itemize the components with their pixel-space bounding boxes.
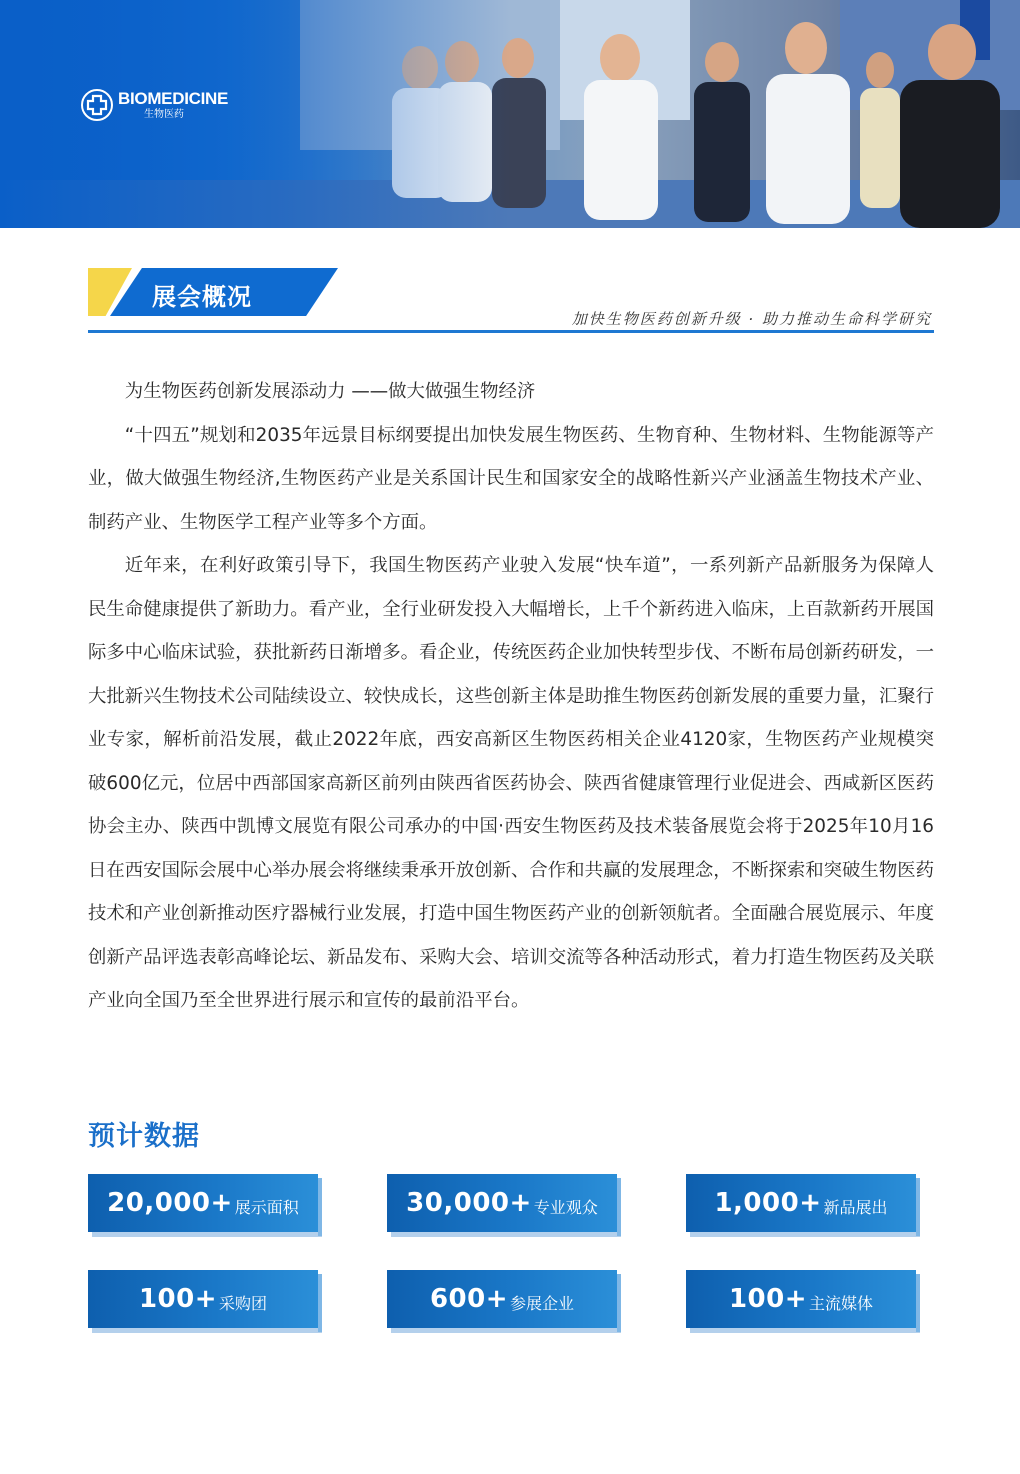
section-header bbox=[88, 268, 934, 336]
stat-card bbox=[686, 1174, 916, 1232]
stat-value: 30,000+ bbox=[406, 1188, 532, 1218]
stat-label: 采购团 bbox=[219, 1293, 268, 1313]
brand-name-cn: 生物医药 bbox=[144, 109, 184, 120]
section-slogan: 加快生物医药创新升级 · 助力推动生命科学研究 bbox=[571, 310, 932, 328]
paragraph: 近年来，在利好政策引导下，我国生物医药产业驶入发展“快车道”，一系列新产品新服务为保障人民生命健康提供了新助力。看产业，全行业研发投入大幅增长，上千个新药进入临床，上百款新药开展国际多中心临床试验，获批新药日渐增多。看企业，传统医药企业加快转型步伐、不断布局创新药研发，一大批新兴生物技术公司陆续设立、较快成长，这些创新主体是助推生物医药创新发展的重要力量，汇聚行业专家，解析前沿发展，截止2022年底，西安高新区生物医药相关企业4120家，生物医药产业规模突破600亿元，位居中西部国家高新区前列由陕西省医药协会、陕西省健康管理行业促进会、西咸新区医药协会主办、陕西中凯博文展览有限公司承办的中国·西安生物医药及技术装备展览会将于2025年10月16日在西安国际会展中心举办展会将继续秉承开放创新、合作和共赢的发展理念，不断探索和突破生物医药技术和产业创新推动医疗器械行业发展，打造中国生物医药产业的创新领航者。全面融合展览展示、年度创新产品评选表彰高峰论坛、新品发布、采购大会、培训交流等各种活动形式，着力打造生物医药及关联产业向全国乃至全世界进行展示和宣传的最前沿平台。 bbox=[88, 555, 934, 1011]
overview-text bbox=[88, 370, 934, 1023]
stat-value: 20,000+ bbox=[107, 1188, 233, 1218]
stat-value: 1,000+ bbox=[714, 1188, 822, 1218]
brand-logo bbox=[80, 88, 228, 122]
paragraph: “十四五”规划和2035年远景目标纲要提出加快发展生物医药、生物育种、生物材料、生物能源等产业，做大做强生物经济,生物医药产业是关系国计民生和国家安全的战略性新兴产业涵盖生物技术产业、制药产业、生物医学工程产业等多个方面。 bbox=[88, 424, 934, 533]
stat-label: 主流媒体 bbox=[809, 1293, 874, 1313]
stat-card bbox=[387, 1270, 617, 1328]
medical-cross-icon bbox=[80, 88, 114, 122]
section-divider bbox=[88, 330, 934, 333]
stat-card bbox=[88, 1174, 318, 1232]
section-title: 展会概况 bbox=[152, 283, 252, 311]
brand-name-en: BIOMEDICINE bbox=[118, 89, 229, 108]
stat-value: 600+ bbox=[429, 1284, 509, 1314]
stat-label: 展示面积 bbox=[234, 1197, 299, 1217]
hero-banner bbox=[0, 0, 1020, 228]
stat-label: 专业观众 bbox=[533, 1197, 598, 1217]
stat-card bbox=[686, 1270, 916, 1328]
paragraph: 为生物医药创新发展添动力 ——做大做强生物经济 bbox=[124, 381, 536, 402]
stat-card bbox=[88, 1270, 318, 1328]
stat-value: 100+ bbox=[138, 1284, 218, 1314]
stat-card bbox=[387, 1174, 617, 1232]
stat-label: 参展企业 bbox=[510, 1293, 575, 1313]
stat-label: 新品展出 bbox=[823, 1197, 888, 1217]
stat-value: 100+ bbox=[728, 1284, 808, 1314]
stats-title: 预计数据 bbox=[88, 1121, 200, 1152]
